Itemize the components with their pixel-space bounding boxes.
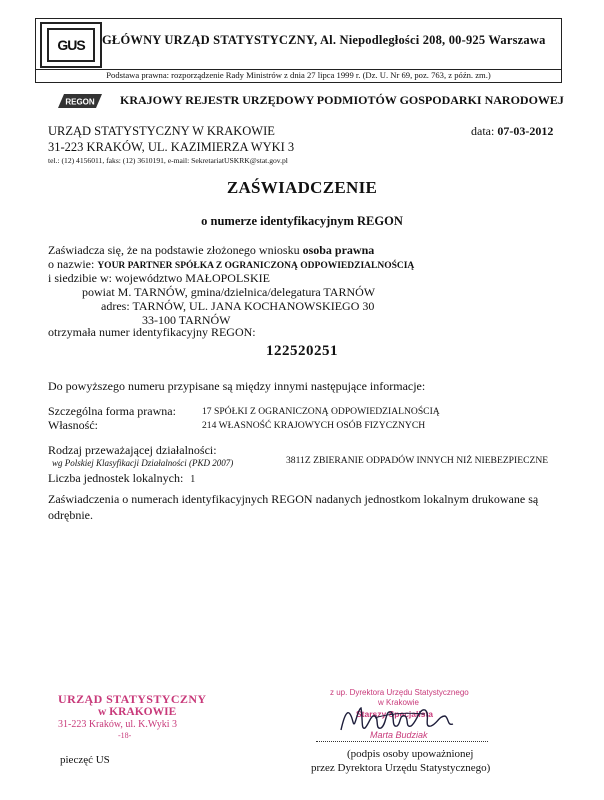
legal-form-label: Szczególna forma prawna:	[48, 404, 176, 418]
name-label: o nazwie:	[48, 257, 95, 271]
info-intro: Do powyższego numeru przypisane są między innymi następujące informacje:	[48, 379, 426, 393]
address-line1: TARNÓW, UL. JANA KOCHANOWSKIEGO 30	[132, 299, 375, 313]
seat-line	[48, 271, 270, 286]
county: powiat M. TARNÓW, gmina/dzielnica/delegatura TARNÓW	[82, 285, 376, 299]
entity-name: YOUR PARTNER SPÓŁKA Z OGRANICZONĄ ODPOWIEDZIALNOŚCIĄ	[97, 261, 415, 271]
legal-form-value: 17 SPÓŁKI Z OGRANICZONĄ ODPOWIEDZIALNOŚCIĄ	[202, 406, 440, 417]
note-line1: Zaświadczenia o numerach identyfikacyjnych REGON nadanych jednostkom lokalnym drukowane są	[48, 492, 539, 506]
date-field	[471, 124, 553, 139]
date-label: data:	[471, 124, 495, 138]
office-contact: tel.: (12) 4156011, faks: (12) 3610191, e-mail: SekretariatUSKRK@stat.gov.pl	[48, 156, 288, 165]
document-subtitle: o numerze identyfikacyjnym REGON	[201, 214, 403, 228]
office-address: 31-223 KRAKÓW, UL. KAZIMIERZA WYKI 3	[48, 140, 295, 154]
legal-basis: Podstawa prawna: rozporządzenie Rady Ministrów z dnia 27 lipca 1999 r. (Dz. U. Nr 69, poz. 763, z późn. zm.)	[106, 70, 491, 80]
address-line2: 33-100 TARNÓW	[142, 313, 231, 327]
header-box	[35, 18, 562, 70]
address-line	[101, 299, 374, 314]
stamp-line2: w KRAKOWIE	[98, 706, 177, 718]
regon-logo-icon	[58, 94, 102, 108]
gus-logo-text: GUS	[47, 28, 95, 62]
regon-number: 122520251	[266, 343, 338, 359]
registry-title: KRAJOWY REJESTR URZĘDOWY PODMIOTÓW GOSPODARKI NARODOWEJ	[120, 93, 564, 107]
received-text: otrzymała numer identyfikacyjny REGON:	[48, 325, 256, 339]
ownership-label: Własność:	[48, 418, 98, 432]
activity-label: Rodzaj przeważającej działalności:	[48, 443, 217, 457]
local-units-label: Liczba jednostek lokalnych:	[48, 471, 184, 485]
note-line2: odrębnie.	[48, 508, 93, 522]
activity-value: 3811Z ZBIERANIE ODPADÓW INNYCH NIŻ NIEBEZPIECZNE	[286, 455, 549, 466]
signature-stamp-line2: w Krakowie	[378, 698, 419, 707]
signature-stamp-line1: z up. Dyrektora Urzędu Statystycznego	[330, 688, 469, 697]
stamp-line4: -18-	[118, 731, 132, 740]
signature-label: (podpis osoby upoważnionej	[347, 748, 474, 760]
name-line	[48, 257, 414, 272]
local-units-value: 1	[190, 474, 196, 485]
document-title: ZAŚWIADCZENIE	[226, 178, 378, 197]
gus-logo	[40, 22, 102, 68]
local-units-line	[48, 471, 195, 486]
header-title: GŁÓWNY URZĄD STATYSTYCZNY, Al. Niepodległości 208, 00-925 Warszawa	[102, 33, 546, 47]
handwritten-signature-icon	[335, 700, 465, 740]
certifies-prefix: Zaświadcza się, że na podstawie złożonego wniosku	[48, 243, 300, 257]
legal-basis-box	[35, 68, 562, 83]
seat-label: i siedzibie w:	[48, 271, 112, 285]
date-value: 07-03-2012	[497, 124, 554, 138]
office-name: URZĄD STATYSTYCZNY W KRAKOWIE	[48, 124, 275, 138]
stamp-line1: URZĄD STATYSTYCZNY	[58, 692, 207, 706]
certifies-line	[48, 243, 374, 258]
signature-stamp-name: Marta Budziak	[370, 730, 428, 740]
ownership-value: 214 WŁASNOŚĆ KRAJOWYCH OSÓB FIZYCZNYCH	[202, 420, 426, 431]
stamp-line3: 31-223 Kraków, ul. K.Wyki 3	[58, 719, 178, 730]
voivodeship: województwo MAŁOPOLSKIE	[114, 271, 270, 285]
activity-sublabel: wg Polskiej Klasyfikacji Działalności (PKD 2007)	[52, 458, 234, 468]
seal-label: pieczęć US	[60, 754, 110, 766]
signature-line	[316, 741, 488, 742]
regon-logo-text: REGON	[65, 97, 95, 107]
signature-stamp-line3: Starszy Specjalista	[356, 709, 434, 719]
signature-label2: przez Dyrektora Urzędu Statystycznego)	[311, 762, 491, 774]
address-label: adres:	[101, 299, 130, 313]
entity-type: osoba prawna	[302, 243, 375, 257]
